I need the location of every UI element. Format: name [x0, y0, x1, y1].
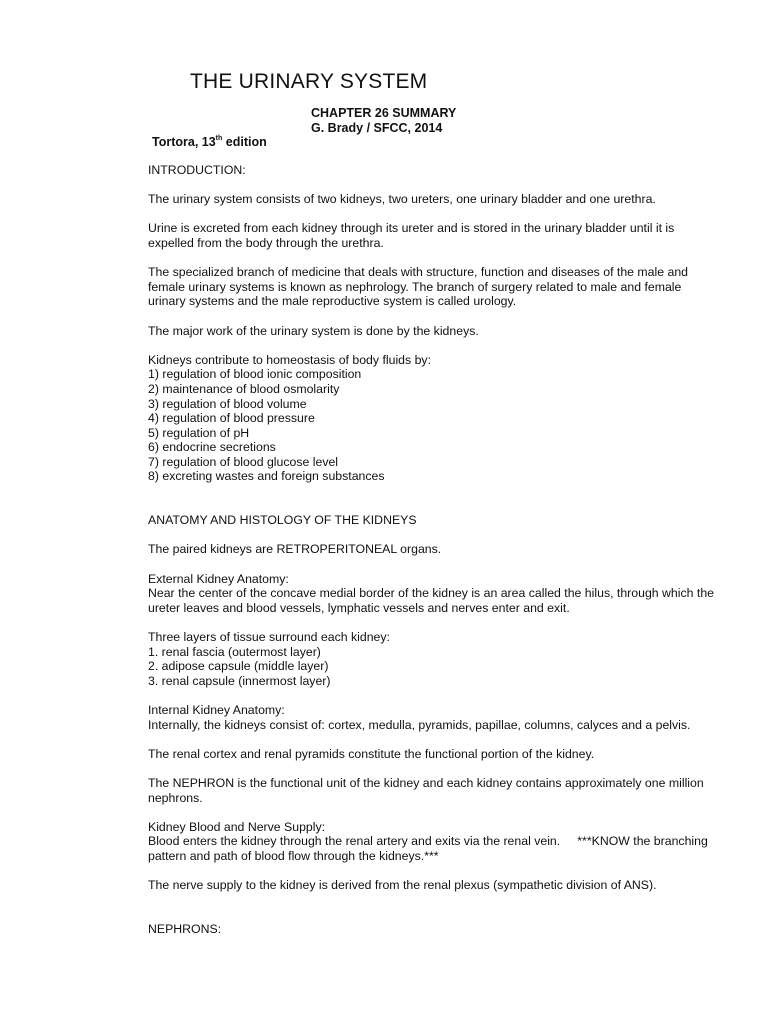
blood-nerve-supply [148, 820, 718, 864]
paragraph: The renal cortex and renal pyramids constitute the functional portion of the kidney. [148, 746, 595, 761]
document-body [148, 163, 718, 951]
list-item: 3) regulation of blood volume [148, 396, 307, 411]
list-item: 2. adipose capsule (middle layer) [148, 659, 329, 674]
list-item: 5) regulation of pH [148, 425, 250, 440]
list-intro: Kidneys contribute to homeostasis of body fluids by: [148, 352, 431, 367]
chapter-info [311, 106, 456, 136]
edition-prefix: Tortora, 13 [152, 135, 216, 149]
list-item: 3. renal capsule (innermost layer) [148, 673, 331, 688]
external-anatomy [148, 572, 718, 616]
paragraph: Near the center of the concave medial border of the kidney is an area called the hilus, through which the ureter leaves and blood vessels, lymphatic vessels and nerves enter and exit. [148, 586, 714, 615]
list-item: 6) endocrine secretions [148, 440, 276, 455]
paragraph: The urinary system consists of two kidneys, two ureters, one urinary bladder and one urethra. [148, 192, 656, 207]
list-item: 1. renal fascia (outermost layer) [148, 644, 321, 659]
internal-anatomy [148, 703, 718, 732]
homeostasis-list [148, 353, 718, 484]
paragraph: The major work of the urinary system is done by the kidneys. [148, 323, 479, 338]
paragraph: The nerve supply to the kidney is derived from the renal plexus (sympathetic division of ANS). [148, 878, 657, 893]
subheading: Internal Kidney Anatomy: [148, 702, 285, 717]
paragraph: Blood enters the kidney through the renal artery and exits via the renal vein. ***KNOW the branching pattern and path of blood flow through the kidneys.*** [148, 834, 712, 863]
paragraph: The paired kidneys are RETROPERITONEAL organs. [148, 542, 442, 557]
list-item: 4) regulation of blood pressure [148, 411, 315, 426]
tissue-layers-list [148, 630, 718, 688]
section-heading-anatomy: ANATOMY AND HISTOLOGY OF THE KIDNEYS [148, 513, 417, 528]
edition-line [152, 135, 267, 149]
list-item: 8) excreting wastes and foreign substances [148, 469, 385, 484]
list-intro: Three layers of tissue surround each kidney: [148, 630, 390, 644]
subheading: Kidney Blood and Nerve Supply: [148, 819, 326, 834]
paragraph: Internally, the kidneys consist of: cortex, medulla, pyramids, papillae, columns, calyces and a pelvis. [148, 717, 691, 732]
document-title: THE URINARY SYSTEM [190, 70, 428, 93]
paragraph: The NEPHRON is the functional unit of the kidney and each kidney contains approximately one million nephrons. [148, 775, 704, 805]
chapter-label: CHAPTER 26 SUMMARY [311, 106, 457, 120]
subheading: External Kidney Anatomy: [148, 571, 289, 586]
list-item: 2) maintenance of blood osmolarity [148, 381, 340, 396]
edition-superscript: th [215, 135, 223, 142]
section-heading-nephrons: NEPHRONS: [148, 921, 222, 936]
edition-suffix: edition [222, 135, 267, 149]
paragraph: The specialized branch of medicine that deals with structure, function and diseases of the male and female urinary systems is known as nephrology. The branch of surgery related to male and female urinary systems and the male reproductive system is called urology. [148, 265, 689, 309]
list-item: 7) regulation of blood glucose level [148, 454, 339, 469]
author-line: G. Brady / SFCC, 2014 [311, 121, 443, 135]
paragraph: Urine is excreted from each kidney through its ureter and is stored in the urinary bladder until it is expelled from the body through the urethra. [148, 221, 675, 250]
section-heading-introduction: INTRODUCTION: [148, 163, 246, 177]
list-item: 1) regulation of blood ionic composition [148, 367, 362, 382]
